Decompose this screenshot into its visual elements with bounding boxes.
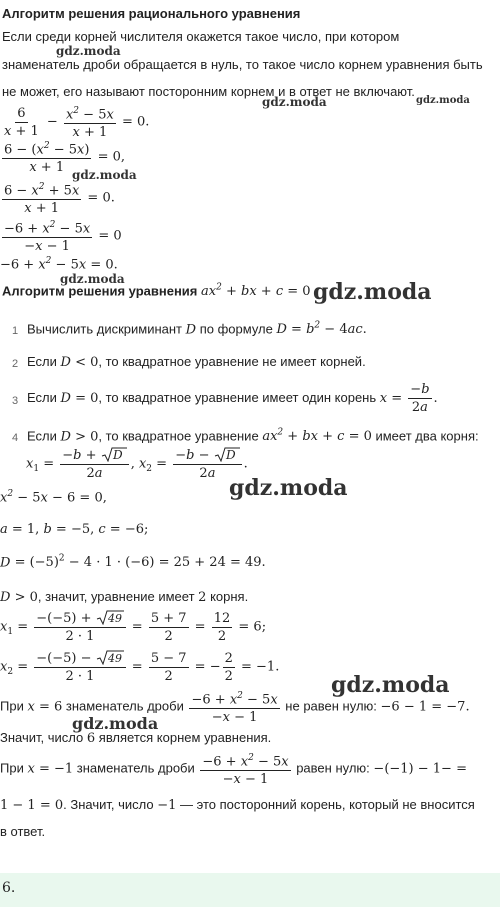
svg-text:D: D [112,448,123,462]
step-text: Если [27,428,57,444]
root-x2: $x_2$ = −(−5) − 49 2 · 1 = $\frac{5 - 7}{2}$ = − $\frac{2}{2}$ = −1. [0,650,280,684]
watermark: gdz.moda [60,272,125,286]
solution-text: — это посторонний корень, который не вносится [180,797,475,812]
step-text: Если [27,390,57,405]
intro-line: знаменатель дроби обращается в нуль, то такое число корнем уравнения быть [2,57,483,72]
solution-text: , значит, уравнение имеет [37,589,195,604]
step-3: Если D = 0, то квадратное уравнение имеет один корень x = $\frac{-b}{2a}$ . [27,382,438,415]
intro-line: Если среди корней числителя окажется такое число, при котором [2,29,400,44]
solution-text: знаменатель дроби [76,760,195,776]
step-text: по формуле [199,321,273,337]
check-root-2: При x = −1 знаменатель дроби $\frac{-6 + x^2 - 5x}{-x - 1}$ равен нулю: −(−1) − 1− = [0,753,467,788]
step-number: 1 [12,325,19,337]
equation-step: $\frac{6 - x^2 + 5x}{x + 1}$ = 0. [4,182,115,217]
discriminant-conclusion: D > 0, значит, уравнение имеет 2 корня. [0,589,249,605]
solution-equation: $x^2 - 5x - 6 = 0$, [0,489,107,506]
step-number: 4 [12,432,19,444]
solution-text: знаменатель дроби [65,698,184,714]
equation-step: $\frac{6}{x + 1}$ − $\frac{x^2 - 5x}{x + 1}$ = 0. [4,105,150,141]
svg-text:49: 49 [107,612,122,625]
answer-box [0,873,500,907]
solution-text: не равен нулю: [285,698,377,714]
section-heading-quadratic: Алгоритм решения уравнения $ax^2$ + bx + c = 0 [2,283,311,300]
check-root-2-end: в ответ. [0,824,46,839]
watermark: gdz.moda [416,95,470,106]
step-text: имеет два корня: [375,428,479,444]
heading-text: Алгоритм решения уравнения [2,283,198,299]
step-number: 3 [12,395,19,407]
step-text: , то квадратное уравнение не имеет корней. [98,354,366,369]
check-root-2-cont: 1 − 1 = 0. Значит, число −1 — это посторонний корень, который не вносится [0,797,475,813]
solution-text: Значит, число [0,730,84,745]
solution-text: корня. [210,589,249,604]
equation-step: $\frac{-6 + x^2 - 5x}{-x - 1}$ = 0 [4,220,122,255]
step-text: Вычислить дискриминант [27,321,183,337]
step-text: , то квадратное уравнение имеет один корень [98,390,377,405]
answer-text: 6. [2,880,16,896]
equation-step: $-6 + x^2 - 5x = 0$. [0,256,118,273]
watermark: gdz.moda [72,714,159,733]
step-text: Если [27,354,57,369]
conclusion-1: Значит, число 6 является корнем уравнения. [0,730,272,746]
step-number: 2 [12,358,19,370]
watermark: gdz.moda [331,672,450,698]
roots-formula: $x_1$ = −b + D 2a , $x_2$ = −b − D 2a . [26,448,248,481]
solution-text: является корнем уравнения. [98,730,272,745]
watermark: gdz.moda [229,475,348,501]
discriminant: $D = (-5)^2 - 4 \cdot 1 \cdot (-6) = 25 + 24 = 49$. [0,554,266,571]
svg-text:49: 49 [107,652,122,665]
section-heading: Алгоритм решения рационального уравнения [2,6,301,21]
solution-text: . Значит, число [63,797,154,812]
equation-step: $\frac{6 - (x^2 - 5x)}{x + 1}$ = 0, [4,141,126,176]
svg-text:D: D [225,448,236,462]
step-2: Если D < 0, то квадратное уравнение не имеет корней. [27,354,366,370]
intro-line: не может, его называют посторонним корнем и в ответ не включают. [2,84,415,99]
coefficients: a = 1, b = −5, c = −6; [0,522,149,537]
step-1: Вычислить дискриминант D по формуле $D = b^2 - 4ac$. [27,321,367,338]
step-4: Если D > 0, то квадратное уравнение $ax^2$ + bx + c = 0 имеет два корня: [27,428,479,445]
solution-text: равен нулю: [296,760,370,776]
solution-text: При [0,760,24,776]
watermark: gdz.moda [262,95,327,109]
watermark: gdz.moda [72,168,137,182]
solution-text: При [0,698,24,714]
watermark: gdz.moda [313,279,432,305]
step-text: , то квадратное уравнение [98,428,259,444]
check-root-1: При x = 6 знаменатель дроби $\frac{-6 + x^2 - 5x}{-x - 1}$ не равен нулю: −6 − 1 = −7. [0,691,470,726]
root-x1: $x_1$ = −(−5) + 49 2 · 1 = $\frac{5 + 7}{2}$ = $\frac{12}{2}$ = 6; [0,610,267,644]
watermark: gdz.moda [56,44,121,58]
